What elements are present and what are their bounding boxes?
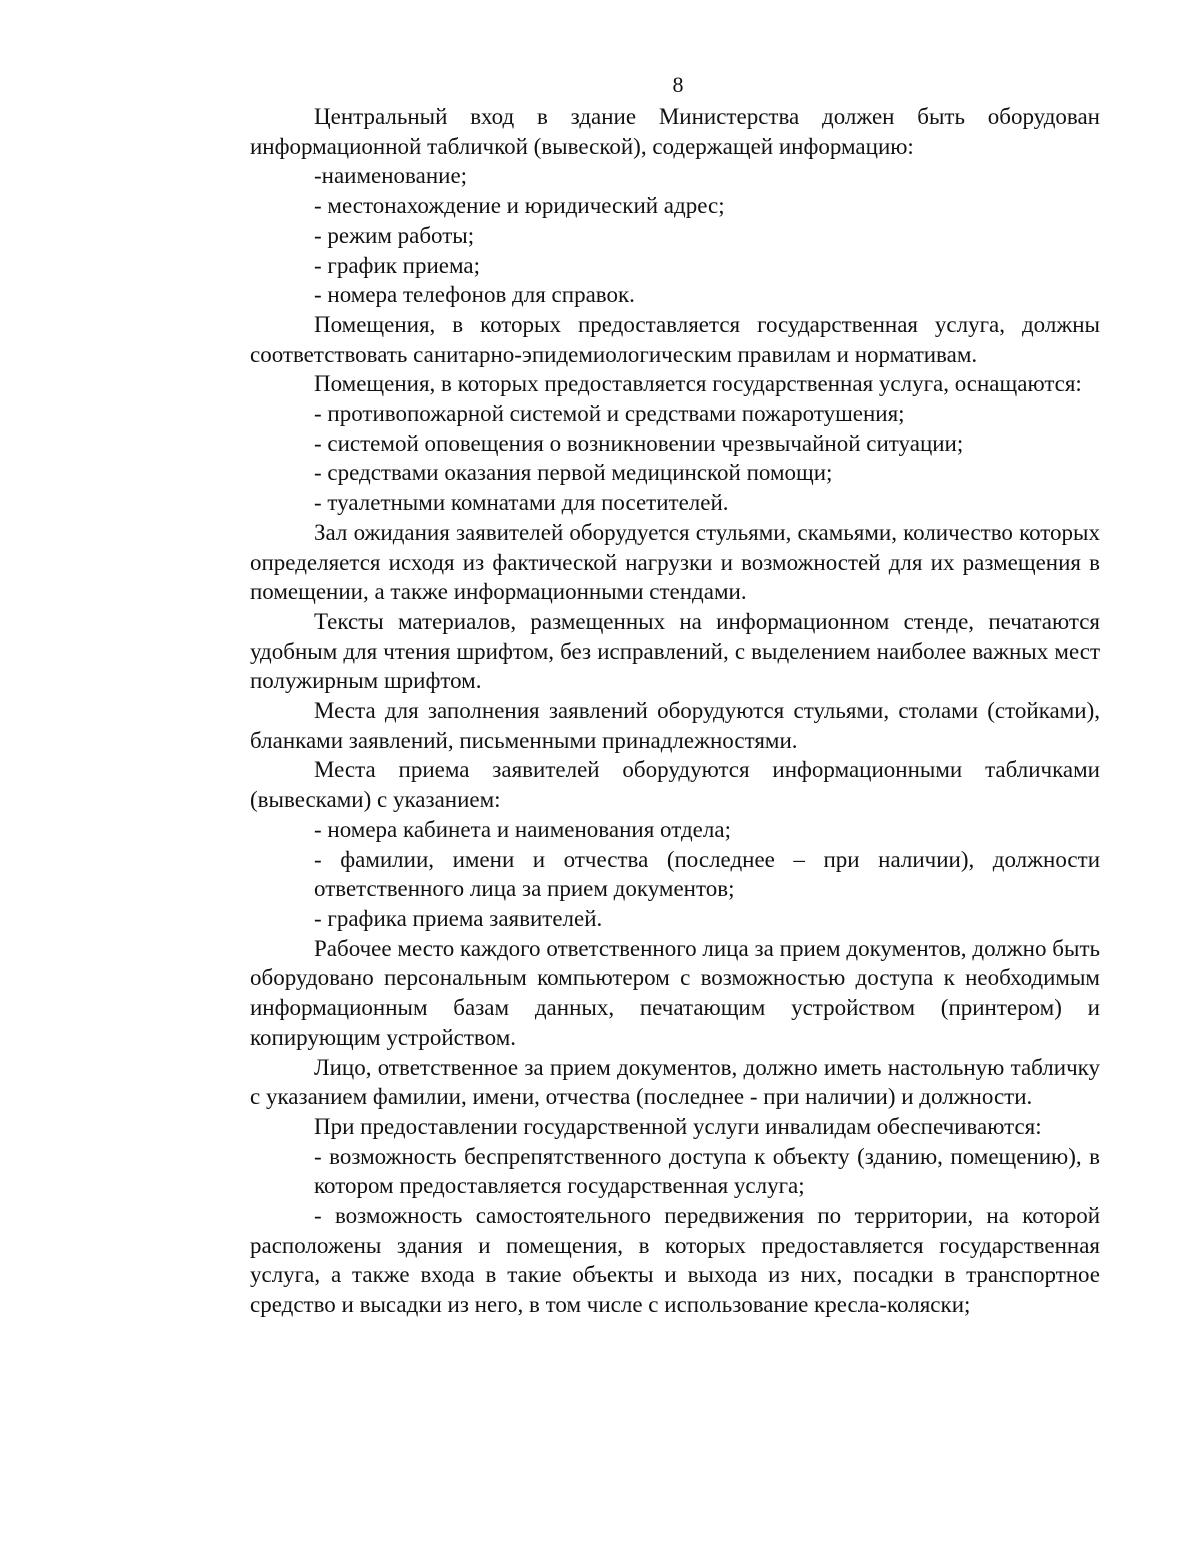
list-item: - номера кабинета и наименования отдела; xyxy=(314,816,731,842)
list-item: - режим работы; xyxy=(314,222,475,248)
paragraph-entrance-sign: Центральный вход в здание Министерства должен быть оборудован информационной табличкой (вывеской), содержащей информацию: xyxy=(250,104,1100,159)
paragraph-sanitary-rules: Помещения, в которых предоставляется государственная услуга, должны соответствовать санитарно-эпидемиологическим правилам и нормативам. xyxy=(250,311,1100,367)
paragraph-stand-texts: Тексты материалов, размещенных на информационном стенде, печатаются удобным для чтения шрифтом, без исправлений, с выделением наиболее важных мест полужирным шрифтом. xyxy=(250,608,1100,694)
list-item: - местонахождение и юридический адрес; xyxy=(314,193,725,219)
list-item: - фамилии, имени и отчества (последнее – при наличии), должности ответственного лица за прием документов; xyxy=(314,846,1100,902)
list-item: - графика приема заявителей. xyxy=(314,905,603,931)
document-body xyxy=(250,102,1100,1320)
list-item: - график приема; xyxy=(314,252,481,278)
paragraph-workplace: Рабочее место каждого ответственного лица за прием документов, должно быть оборудовано персональным компьютером с возможностью доступа к необходимым информационным базам данных, печатающим устройством (принтером) и копирующим устройством. xyxy=(250,935,1100,1050)
paragraph-disabled-access: При предоставлении государственной услуги инвалидам обеспечиваются: xyxy=(314,1113,1042,1139)
list-item: - противопожарной системой и средствами пожаротушения; xyxy=(314,401,905,427)
list-item: - номера телефонов для справок. xyxy=(314,282,635,308)
paragraph-movement: - возможность самостоятельного передвижения по территории, на которой расположены здания и помещения, в которых предоставляется государственная услуга, а также входа в такие объекты и выхода из них, посадки в транспортное средство и высадки из него, в том числе с использование кресла-коляски; xyxy=(250,1203,1100,1318)
list-item: -наименование; xyxy=(314,163,468,189)
list-item: - возможность беспрепятственного доступа к объекту (зданию, помещению), в котором предоставляется государственная услуга; xyxy=(314,1143,1100,1199)
paragraph-reception-places: Места приема заявителей оборудуются информационными табличками (вывесками) с указанием: xyxy=(250,757,1100,813)
list-item: - туалетными комнатами для посетителей. xyxy=(314,490,729,516)
paragraph-waiting-hall: Зал ожидания заявителей оборудуется стульями, скамьями, количество которых определяется исходя из фактической нагрузки и возможностей для их размещения в помещении, а также информационными стендами. xyxy=(250,519,1100,605)
list-item: - системой оповещения о возникновении чрезвычайной ситуации; xyxy=(314,430,964,456)
paragraph-premises-equipment: Помещения, в которых предоставляется государственная услуга, оснащаются: xyxy=(314,371,1082,397)
list-item: - средствами оказания первой медицинской помощи; xyxy=(314,460,833,486)
page-number: 8 xyxy=(672,72,684,97)
paragraph-desk-sign: Лицо, ответственное за прием документов, должно иметь настольную табличку с указанием фамилии, имени, отчества (последнее - при наличии) и должности. xyxy=(250,1054,1100,1110)
paragraph-application-places: Места для заполнения заявлений оборудуются стульями, столами (стойками), бланками заявлений, письменными принадлежностями. xyxy=(250,698,1100,753)
